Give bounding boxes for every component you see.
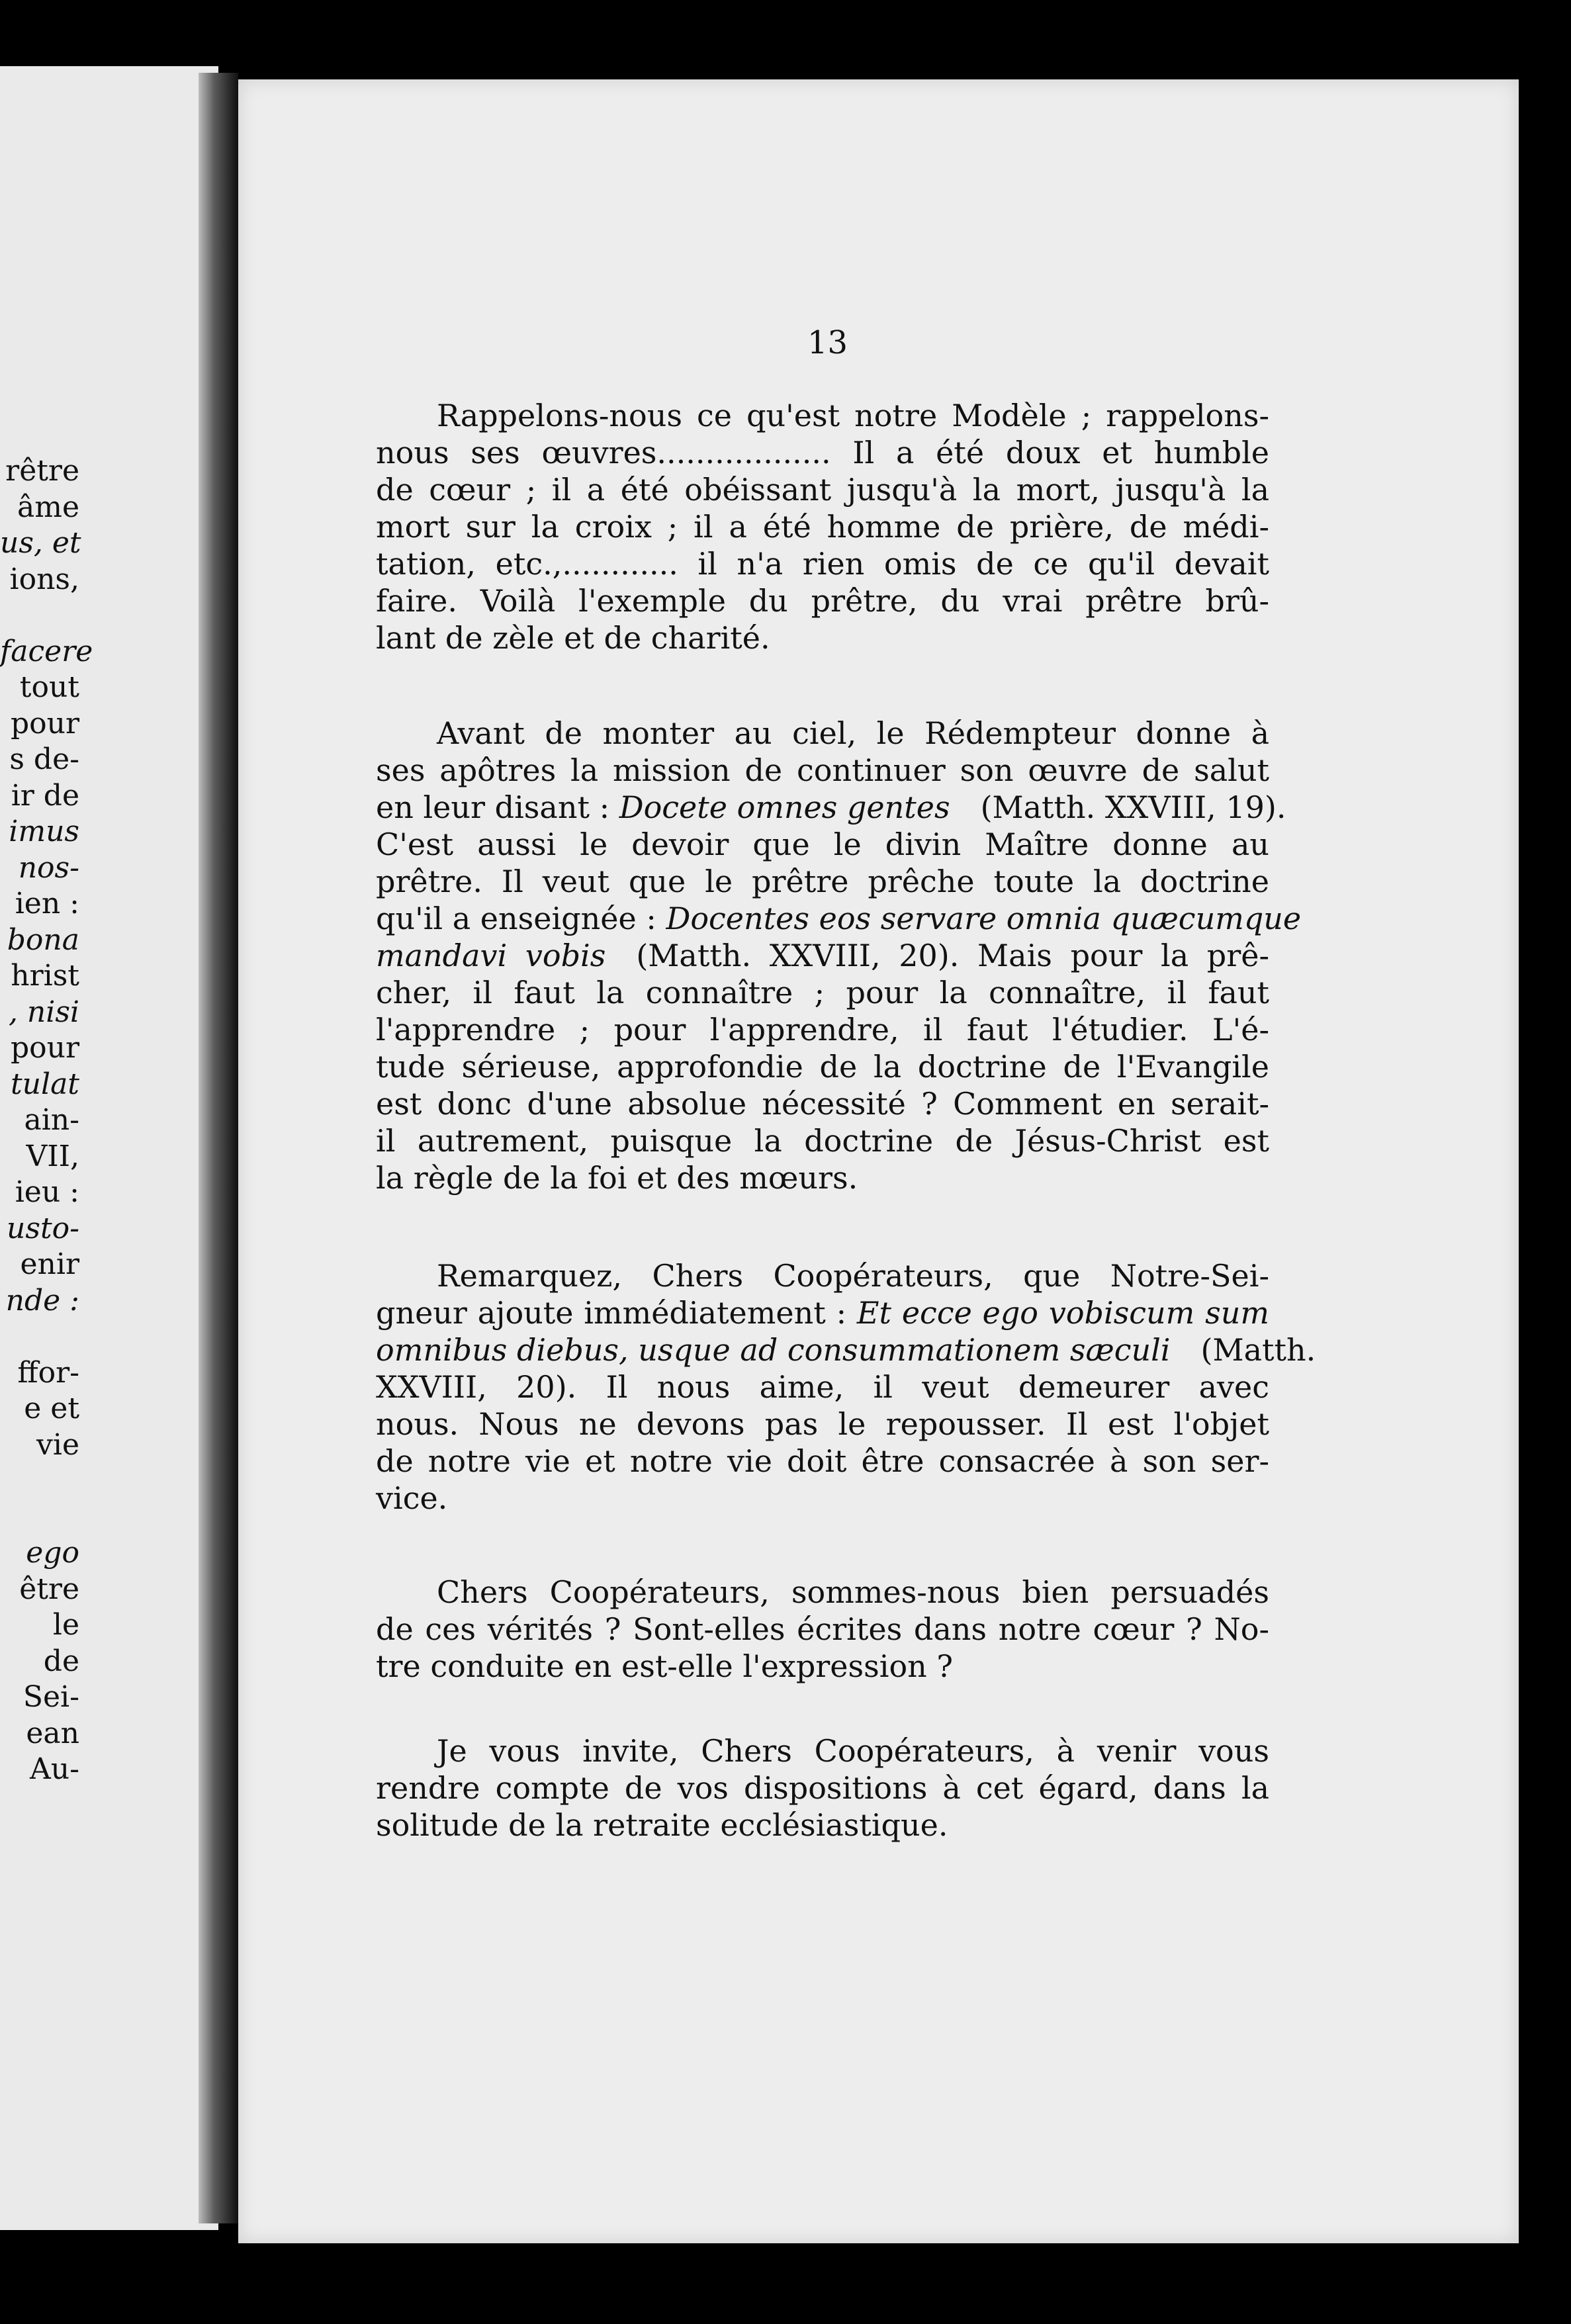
text-line: C'est aussi le devoir que le divin Maître donne au: [376, 827, 1269, 862]
latin-quotation: Et ecce ego vobiscum sum: [856, 1295, 1269, 1331]
left-fragment-line: âme: [17, 490, 79, 524]
text-line: lant de zèle et de charité.: [376, 620, 770, 656]
text-line: mort sur la croix ; il a été homme de prière, de médi-: [376, 509, 1269, 545]
left-fragment-line: facere: [0, 634, 93, 668]
text-line: solitude de la retraite ecclésiastique.: [376, 1807, 948, 1843]
left-fragment-line: de: [43, 1644, 79, 1678]
left-fragment-line: enir: [20, 1247, 79, 1281]
left-fragment-line: , nisi: [8, 995, 79, 1029]
text-line: rendre compte de vos dispositions à cet égard, dans la: [376, 1770, 1269, 1806]
left-fragment-line: s de-: [9, 742, 79, 776]
text-line: Avant de monter au ciel, le Rédempteur donne à: [376, 715, 1269, 751]
left-fragment-line: rêtre: [5, 454, 79, 488]
paragraph-1: [376, 397, 1269, 656]
left-fragment-line: us, et: [0, 526, 81, 560]
page-number: 13: [807, 324, 848, 361]
left-fragment-line: imus: [9, 815, 79, 848]
text-line: de cœur ; il a été obéissant jusqu'à la mort, jusqu'à la: [376, 472, 1269, 508]
left-fragment-line: ffor-: [17, 1355, 79, 1390]
left-fragment-line: [0, 1499, 79, 1536]
text-line: de notre vie et notre vie doit être consacrée à son ser-: [376, 1443, 1269, 1479]
left-fragment-line: pour: [10, 706, 79, 740]
text-line: mandavi vobis (Matth. XXVIII, 20). Mais pour la prê-: [376, 938, 1270, 973]
text-line: Je vous invite, Chers Coopérateurs, à venir vous: [376, 1733, 1269, 1769]
left-fragment-line: Au-: [30, 1752, 79, 1786]
left-fragment-line: [0, 598, 79, 634]
book-gutter-shadow: [199, 73, 238, 2223]
left-fragment-line: tulat: [10, 1067, 79, 1101]
left-fragment-line: nos-: [18, 850, 79, 885]
left-fragment-line: pour: [10, 1031, 79, 1065]
text-line: vice.: [376, 1480, 448, 1516]
latin-quotation: Docete omnes gentes: [619, 789, 950, 825]
left-fragment-line: bona: [7, 922, 79, 957]
text-line: Remarquez, Chers Coopérateurs, que Notre-Sei-: [376, 1258, 1269, 1294]
left-fragment-line: ir de: [11, 778, 79, 813]
left-fragment-line: nde :: [5, 1283, 79, 1318]
left-fragment-line: ien :: [15, 887, 79, 920]
left-fragment-line: hrist: [11, 959, 79, 993]
text-line: qu'il a enseignée : Docentes eos servare omnia quæcumque: [376, 901, 1302, 936]
left-fragment-line: e et: [24, 1392, 79, 1425]
paragraph-5: [376, 1732, 1269, 1844]
text-line: nous. Nous ne devons pas le repousser. Il est l'objet: [376, 1406, 1269, 1442]
text-line: nous ses œuvres.................. Il a été doux et humble: [376, 435, 1269, 470]
paragraph-4: [376, 1574, 1269, 1685]
left-fragment-line: ego: [26, 1536, 79, 1570]
text-line: tre conduite en est-elle l'expression ?: [376, 1648, 954, 1684]
left-fragment-line: vie: [36, 1427, 79, 1462]
left-fragment-line: [0, 1463, 79, 1499]
text-line: prêtre. Il veut que le prêtre prêche toute la doctrine: [376, 864, 1269, 899]
text-line: il autrement, puisque la doctrine de Jésus-Christ est: [376, 1123, 1269, 1159]
text-line: XXVIII, 20). Il nous aime, il veut demeurer avec: [376, 1369, 1269, 1405]
text-line: omnibus diebus, usque ad consummationem sæculi (Matth.: [376, 1332, 1316, 1368]
text-line: Chers Coopérateurs, sommes-nous bien persuadés: [376, 1574, 1269, 1610]
text-line: faire. Voilà l'exemple du prêtre, du vrai prêtre brû-: [376, 583, 1269, 619]
left-fragment-line: ieu :: [15, 1175, 79, 1209]
left-fragment-line: le: [52, 1608, 79, 1642]
left-fragment-line: usto-: [7, 1211, 79, 1245]
paragraph-3: [376, 1257, 1316, 1517]
left-fragment-line: ain-: [24, 1103, 79, 1137]
text-line: la règle de la foi et des mœurs.: [376, 1160, 858, 1196]
latin-quotation: mandavi vobis: [376, 938, 606, 973]
text-line: cher, il faut la connaître ; pour la connaître, il faut: [376, 975, 1269, 1010]
left-fragment-line: [0, 1319, 79, 1355]
text-line: ses apôtres la mission de continuer son œuvre de salut: [376, 752, 1269, 788]
text-line: tude sérieuse, approfondie de la doctrine de l'Evangile: [376, 1049, 1269, 1085]
text-line: de ces vérités ? Sont-elles écrites dans notre cœur ? No-: [376, 1611, 1269, 1647]
text-line: tation, etc.,............ il n'a rien omis de ce qu'il devait: [376, 546, 1269, 582]
latin-quotation: Docentes eos servare omnia quæcumque: [666, 901, 1302, 936]
text-line: l'apprendre ; pour l'apprendre, il faut l'étudier. L'é-: [376, 1012, 1269, 1048]
left-fragment-line: tout: [19, 670, 79, 704]
left-fragment-line: Sei-: [22, 1680, 79, 1714]
left-fragment-line: ean: [26, 1716, 79, 1750]
left-fragment-line: VII,: [26, 1139, 79, 1173]
left-page-text-fragments: [0, 453, 93, 1788]
left-fragment-line: être: [19, 1572, 79, 1606]
text-line: gneur ajoute immédiatement : Et ecce ego vobiscum sum: [376, 1295, 1269, 1331]
left-page: [0, 66, 218, 2230]
paragraph-2: [376, 715, 1302, 1196]
text-line: est donc d'une absolue nécessité ? Comment en serait-: [376, 1086, 1269, 1122]
left-fragment-line: ions,: [9, 562, 79, 596]
latin-quotation: omnibus diebus, usque ad consummationem sæculi: [376, 1332, 1171, 1368]
text-line: Rappelons-nous ce qu'est notre Modèle ; rappelons-: [376, 398, 1269, 433]
text-line: en leur disant : Docete omnes gentes (Matth. XXVIII, 19).: [376, 789, 1286, 825]
